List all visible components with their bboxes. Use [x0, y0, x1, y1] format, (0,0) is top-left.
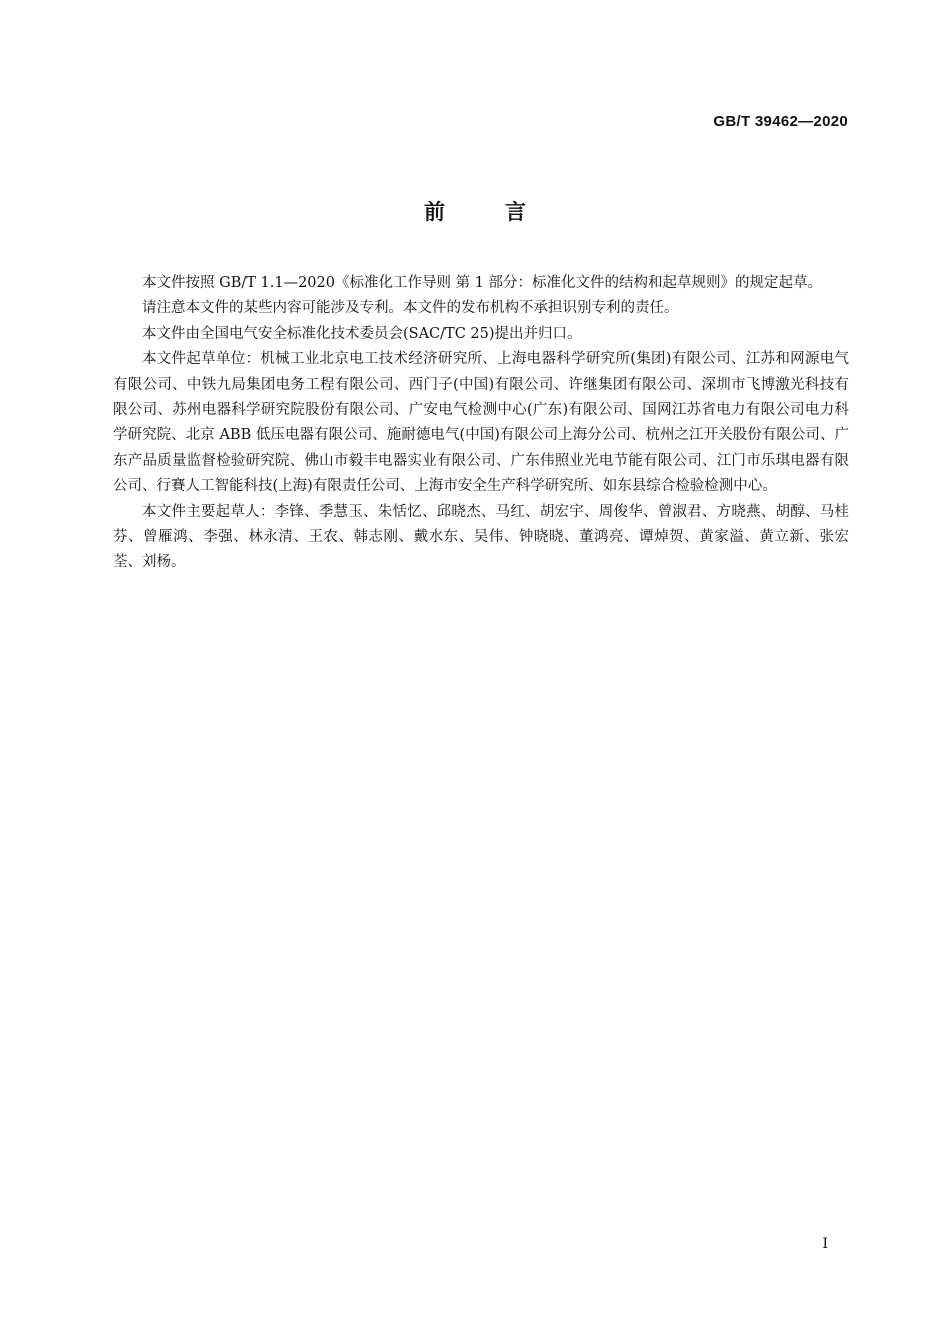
paragraph-drafters: 本文件主要起草人：李锋、季慧玉、朱恬忆、邱晓杰、马红、胡宏宇、周俊华、曾淑君、方晓燕、胡醇、马桂芬、曾雁鸿、李强、林永清、王农、韩志刚、戴水东、吴伟、钟晓晓、董鸿亮、谭焯贺、黄家溢、黄立新、张宏荃、刘杨。 [113, 503, 849, 571]
paragraph-drafting-units: 本文件起草单位：机械工业北京电工技术经济研究所、上海电器科学研究所(集团)有限公司、江苏和网源电气有限公司、中铁九局集团电务工程有限公司、西门子(中国)有限公司、许继集团有限公司、深圳市飞博激光科技有限公司、苏州电器科学研究院股份有限公司、广安电气检测中心(广东)有限公司、国网江苏省电力有限公司电力科学研究院、北京 ABB 低压电器有限公司、施耐德电气(中国)有限公司上海分公司、杭州之江开关股份有限公司、广东产品质量监督检验研究院、佛山市毅丰电器实业有限公司、广东伟照业光电节能有限公司、江门市乐琪电器有限公司、行賽人工智能科技(上海)有限责任公司、上海市安全生产科学研究所、如东县综合检验检测中心。 [113, 351, 849, 495]
paragraph-patent-notice: 请注意本文件的某些内容可能涉及专利。本文件的发布机构不承担识别专利的责任。 [142, 300, 679, 317]
paragraph-proposer: 本文件由全国电气安全标准化技术委员会(SAC/TC 25)提出并归口。 [142, 325, 582, 342]
page-number: I [822, 1236, 828, 1252]
standard-number: GB/T 39462—2020 [713, 113, 848, 130]
page-title: 前言 [424, 200, 586, 224]
foreword-body [113, 271, 849, 576]
paragraph-drafting-rules: 本文件按照 GB/T 1.1—2020《标准化工作导则 第 1 部分：标准化文件的结构和起草规则》的规定起草。 [142, 275, 823, 291]
